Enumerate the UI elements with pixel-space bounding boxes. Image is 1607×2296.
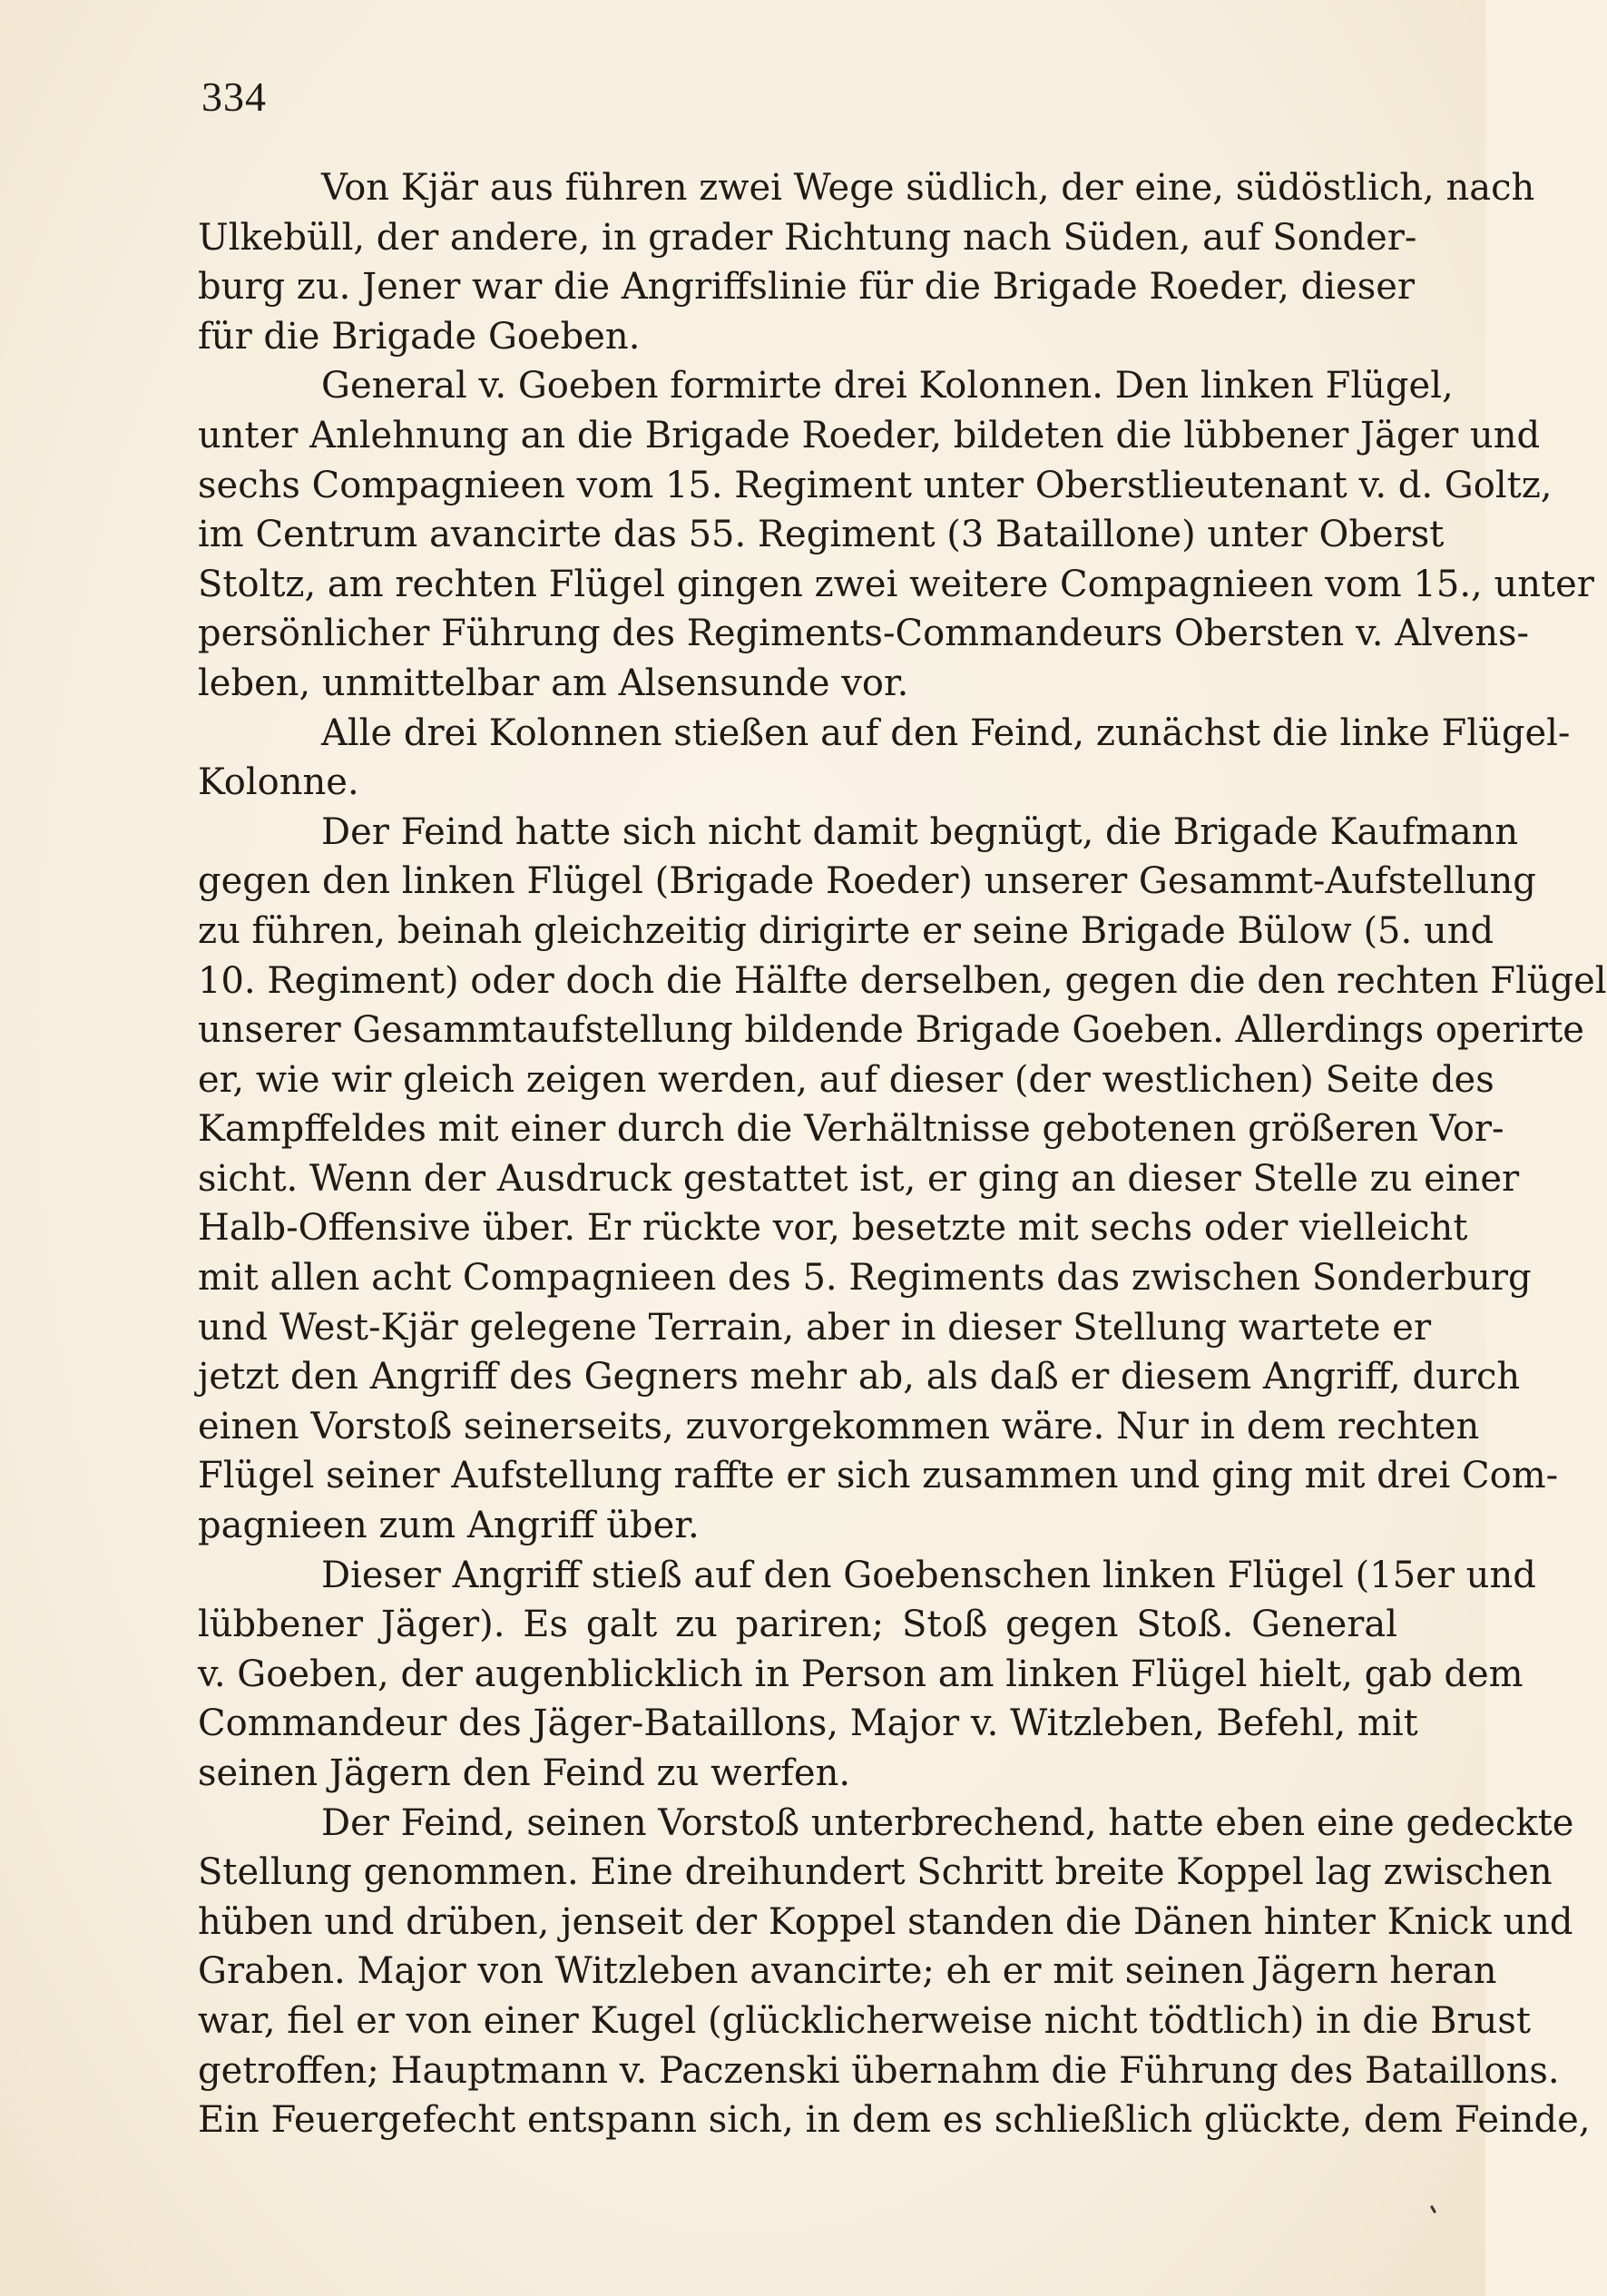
text-line: mit allen acht Compagnieen des 5. Regiments das zwischen Sonderburg xyxy=(198,1257,1532,1300)
text-line: Von Kjär aus führen zwei Wege südlich, der eine, südöstlich, nach xyxy=(321,167,1535,209)
text-line: burg zu. Jener war die Angriffslinie für die Brigade Roeder, dieser xyxy=(198,266,1416,309)
text-line: unserer Gesammtaufstellung bildende Brigade Goeben. Allerdings operirte xyxy=(198,1009,1584,1052)
text-line: sechs Compagnieen vom 15. Regiment unter Oberstlieutenant v. d. Goltz, xyxy=(198,464,1553,506)
text-line: und West-Kjär gelegene Terrain, aber in dieser Stellung wartete er xyxy=(198,1306,1432,1349)
text-line: Ein Feuergefecht entspann sich, in dem es schließlich glückte, dem Feinde, xyxy=(198,2099,1591,2142)
text-line: Der Feind hatte sich nicht damit begnügt, die Brigade Kaufmann xyxy=(321,810,1519,853)
text-line: lübbener Jäger). Es galt zu pariren; Stoß gegen Stoß. General xyxy=(198,1604,1397,1646)
text-line: Flügel seiner Aufstellung raffte er sich zusammen und ging mit drei Com- xyxy=(198,1455,1559,1497)
text-line: persönlicher Führung des Regiments-Commandeurs Obersten v. Alvens- xyxy=(198,613,1529,655)
text-line: Der Feind, seinen Vorstoß unterbrechend, hatte eben eine gedeckte xyxy=(321,1801,1574,1844)
text-line: Halb-Offensive über. Er rückte vor, besetzte mit sechs oder vielleicht xyxy=(198,1207,1468,1250)
text-line: war, fiel er von einer Kugel (glücklicherweise nicht tödtlich) in die Brust xyxy=(198,1999,1531,2042)
text-line: für die Brigade Goeben. xyxy=(198,315,641,358)
text-line: jetzt den Angriff des Gegners mehr ab, als daß er diesem Angriff, durch xyxy=(198,1356,1521,1398)
text-line: Kampffeldes mit einer durch die Verhältnisse gebotenen größeren Vor- xyxy=(198,1108,1504,1151)
text-line: zu führen, beinah gleichzeitig dirigirte er seine Brigade Bülow (5. und xyxy=(198,909,1494,952)
text-line: hüben und drüben, jenseit der Koppel standen die Dänen hinter Knick und xyxy=(198,1900,1573,1943)
page-number: 334 xyxy=(201,74,267,120)
text-line: einen Vorstoß seinerseits, zuvorgekommen wäre. Nur in dem rechten xyxy=(198,1405,1480,1447)
text-line: 10. Regiment) oder doch die Hälfte derselben, gegen die den rechten Flügel xyxy=(198,959,1607,1002)
text-line: pagnieen zum Angriff über. xyxy=(198,1505,700,1547)
text-line: v. Goeben, der augenblicklich in Person am linken Flügel hielt, gab dem xyxy=(198,1653,1524,1695)
text-line: seinen Jägern den Feind zu werfen. xyxy=(198,1752,851,1794)
text-line: Commandeur des Jäger-Bataillons, Major v. Witzleben, Befehl, mit xyxy=(198,1702,1418,1745)
body-text xyxy=(198,163,1607,2145)
text-line: Dieser Angriff stieß auf den Goebenschen linken Flügel (15er und xyxy=(321,1554,1536,1596)
text-line: sicht. Wenn der Ausdruck gestattet ist, er ging an dieser Stelle zu einer xyxy=(198,1157,1520,1200)
text-line: unter Anlehnung an die Brigade Roeder, bildeten die lübbener Jäger und xyxy=(198,414,1541,456)
text-line: Kolonne. xyxy=(198,761,359,804)
text-line: Ulkebüll, der andere, in grader Richtung nach Süden, auf Sonder- xyxy=(198,216,1417,259)
text-line: er, wie wir gleich zeigen werden, auf dieser (der westlichen) Seite des xyxy=(198,1058,1494,1101)
text-line: Graben. Major von Witzleben avancirte; eh er mit seinen Jägern heran xyxy=(198,1950,1497,1993)
ink-speck xyxy=(1430,2205,1436,2213)
text-line: leben, unmittelbar am Alsensunde vor. xyxy=(198,662,909,704)
text-line: Stoltz, am rechten Flügel gingen zwei weitere Compagnieen vom 15., unter xyxy=(198,563,1594,605)
text-line: gegen den linken Flügel (Brigade Roeder) unserer Gesammt-Aufstellung xyxy=(198,860,1536,903)
text-line: General v. Goeben formirte drei Kolonnen. Den linken Flügel, xyxy=(321,365,1454,407)
text-line: im Centrum avancirte das 55. Regiment (3 Bataillone) unter Oberst xyxy=(198,514,1445,556)
text-line: Alle drei Kolonnen stießen auf den Feind, zunächst die linke Flügel- xyxy=(321,711,1571,754)
text-line: getroffen; Hauptmann v. Paczenski übernahm die Führung des Bataillons. xyxy=(198,2049,1560,2092)
text-line: Stellung genommen. Eine dreihundert Schritt breite Koppel lag zwischen xyxy=(198,1851,1553,1894)
